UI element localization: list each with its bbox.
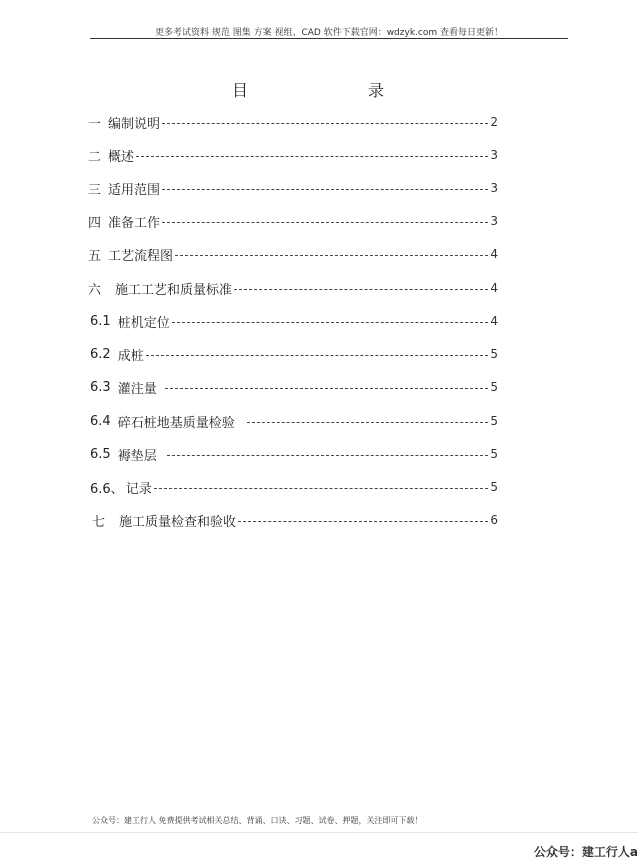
toc-entry-label: 准备工作: [108, 215, 161, 231]
toc-entry-label: 施工工艺和质量标准: [115, 282, 233, 298]
toc-title-left: 目: [232, 81, 249, 100]
toc-entry-number: 6.5: [90, 446, 111, 462]
toc-entry-number: 七: [92, 514, 106, 530]
toc-entry-leader: [146, 355, 489, 356]
toc-entry-leader: [238, 521, 488, 522]
toc-title-right: 录: [368, 81, 385, 100]
toc-entry-page: 5: [490, 347, 498, 361]
page-divider: [0, 832, 638, 833]
toc-entry-leader: [136, 156, 488, 157]
toc-entry-label: 灌注量: [117, 381, 157, 397]
toc-entry-leader: [175, 255, 488, 256]
toc-entry[interactable]: [90, 477, 498, 497]
toc-entry-label: 适用范围: [108, 182, 161, 198]
toc-entry-number: 五: [88, 248, 102, 264]
toc-entry-number: 6.4: [90, 413, 111, 429]
toc-entry-page: 4: [490, 247, 498, 261]
page-footer-text: 公众号：建工行人 免费提供考试相关总结、背诵、口诀、习题、试卷、押题，关注即可下载！: [92, 816, 423, 825]
toc-entry-page: 5: [490, 480, 498, 494]
watermark-text: 公众号：建工行人a: [533, 845, 638, 859]
toc-entry-page: 4: [490, 314, 498, 328]
toc-entry[interactable]: [88, 145, 498, 165]
toc-entry[interactable]: [90, 444, 498, 464]
toc-entry-leader: [247, 422, 489, 423]
toc-entry-leader: [172, 322, 489, 323]
toc-entry-page: 5: [490, 380, 498, 394]
toc-entry[interactable]: [90, 377, 498, 397]
toc-entry-label: 桩机定位: [117, 315, 170, 331]
header-rule: [90, 38, 568, 39]
toc-entry-label: 工艺流程图: [108, 248, 174, 264]
toc-entry-number: 三: [88, 182, 102, 198]
toc-entry-label: 成桩: [117, 348, 144, 364]
toc-entry-label: 褥垫层: [117, 448, 157, 464]
toc-entry-page: 4: [490, 281, 498, 295]
toc-entry-leader: [162, 189, 488, 190]
toc-entry[interactable]: [90, 411, 498, 431]
toc-entry[interactable]: [88, 211, 498, 231]
toc-entry-number: 六: [88, 282, 102, 298]
toc-entry-page: 5: [490, 447, 498, 461]
toc-entry[interactable]: [90, 344, 498, 364]
toc-entry-leader: [167, 455, 489, 456]
toc-entry[interactable]: [88, 178, 498, 198]
toc-entry-label: 概述: [108, 149, 135, 165]
toc-entry[interactable]: [88, 112, 498, 132]
toc-entry-page: 6: [490, 513, 498, 527]
toc-entry-label: 编制说明: [108, 116, 161, 132]
toc-entry-page: 2: [490, 115, 498, 129]
toc-entry-leader: [162, 222, 488, 223]
toc-entry-page: 3: [490, 214, 498, 228]
toc-entry-leader: [165, 388, 489, 389]
toc-entry-number: 6.2: [90, 346, 111, 362]
toc-entry[interactable]: [90, 311, 498, 331]
toc-entry-number: 6.6、: [90, 481, 124, 497]
toc-entry-number: 一: [88, 116, 102, 132]
toc-entry-leader: [154, 488, 489, 489]
toc-entry[interactable]: [88, 244, 498, 264]
toc-entry-number: 四: [88, 215, 102, 231]
toc-entry-leader: [234, 289, 488, 290]
toc-entry[interactable]: [88, 278, 498, 298]
page-header-text: 更多考试资料 规范 图集 方案 视组、CAD 软件下载官网：wdzyk.com 查看每日更新！: [155, 28, 503, 38]
toc-entry-leader: [162, 123, 488, 124]
toc-entry-number: 二: [88, 149, 102, 165]
toc-entry-label: 记录: [125, 481, 152, 497]
toc-entry[interactable]: [92, 510, 498, 530]
toc-entry-label: 碎石桩地基质量检验: [117, 415, 235, 431]
toc-entry-number: 6.1: [90, 313, 111, 329]
toc-entry-page: 3: [490, 148, 498, 162]
toc-entry-number: 6.3: [90, 379, 111, 395]
toc-entry-page: 3: [490, 181, 498, 195]
toc-entry-label: 施工质量检查和验收: [119, 514, 237, 530]
toc-entry-page: 5: [490, 414, 498, 428]
